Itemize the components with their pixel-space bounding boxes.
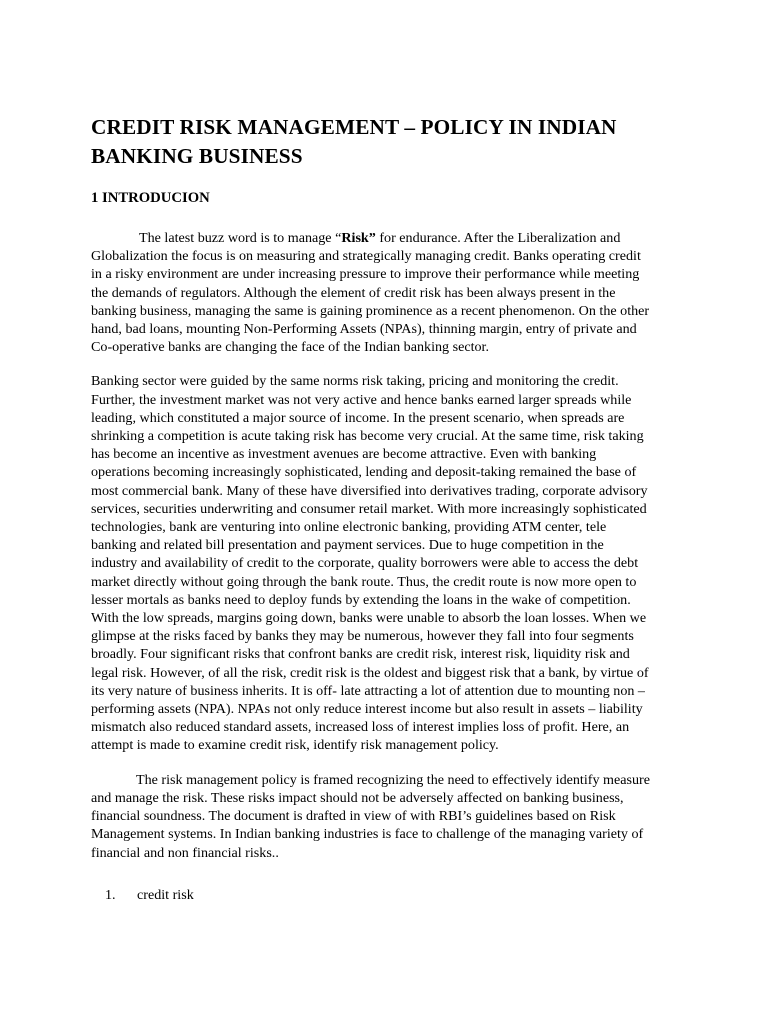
list-item-number: 1.	[105, 886, 116, 903]
document-title: CREDIT RISK MANAGEMENT – POLICY IN INDIAN BANKING BUSINESS	[91, 115, 617, 168]
bold-term-risk: Risk”	[341, 230, 376, 246]
paragraph-intro-start: The latest buzz word is to manage “	[139, 230, 342, 246]
section-heading: 1 INTRODUCION	[91, 190, 210, 206]
risk-list	[91, 886, 650, 904]
paragraph-intro-rest: for endurance. After the Liberalization and Globalization the focus is on measuring and strategically managing credit. Banks operating credit in a risky environment are under increasing pressure to improve their performance while meeting the demands of regulators. Although the element of credit risk has been always present in the banking business, managing the same is gaining prominence as a recent phenomenon. On the other hand, bad loans, mounting Non-Performing Assets (NPAs), thinning margin, entry of private and Co-operative banks are changing the face of the Indian banking sector.	[91, 230, 650, 356]
list-item	[91, 886, 650, 904]
paragraph-banking-sector: Banking sector were guided by the same norms risk taking, pricing and monitoring the credit. Further, the investment market was not very active and hence banks earned larger spreads while leading, which constituted a major source of income. In the present scenario, when spreads are shrinking a competition is acute taking risk has become very crucial. At the same time, risk taking has become an incentive as investment avenues are become attractive. Even with banking operations becoming increasingly sophisticated, lending and deposit-taking remained the base of most commercial bank. Many of these have diversified into derivatives trading, corporate advisory services, securities underwriting and consumer retail market. With more increasingly sophisticated technologies, bank are venturing into online electronic banking, providing ATM center, tele banking and related bill presentation and payment services. Due to huge competition in the industry and availability of credit to the corporate, quality borrowers were able to access the debt market directly without going through the bank route. Thus, the credit route is now more open to lesser mortals as banks need to deploy funds by extending the loans in the wake of competition. With the low spreads, margins going down, banks were unable to absorb the loan losses. When we glimpse at the risks faced by banks they may be numerous, however they fall into four segments broadly. Four significant risks that confront banks are credit risk, interest risk, liquidity risk and legal risk. However, of all the risk, credit risk is the oldest and biggest risk that a bank, by virtue of its very nature of business inherits. It is off- late attracting a lot of attention due to mounting non – performing assets (NPA). NPAs not only reduce interest income but also result in assets – liability mismatch also reduced standard assets, increased loss of interest implies loss of profit. Here, an attempt is made to examine credit risk, identify risk management policy.	[91, 373, 649, 754]
paragraph-risk-policy: The risk management policy is framed recognizing the need to effectively identify measure and manage the risk. These risks impact should not be adversely affected on banking business, financial soundness. The document is drafted in view of with RBI’s guidelines based on Risk Management systems. In Indian banking industries is face to challenge of the managing variety of financial and non financial risks..	[91, 771, 650, 861]
list-item-text: credit risk	[137, 886, 194, 903]
paragraph-intro	[91, 229, 650, 356]
